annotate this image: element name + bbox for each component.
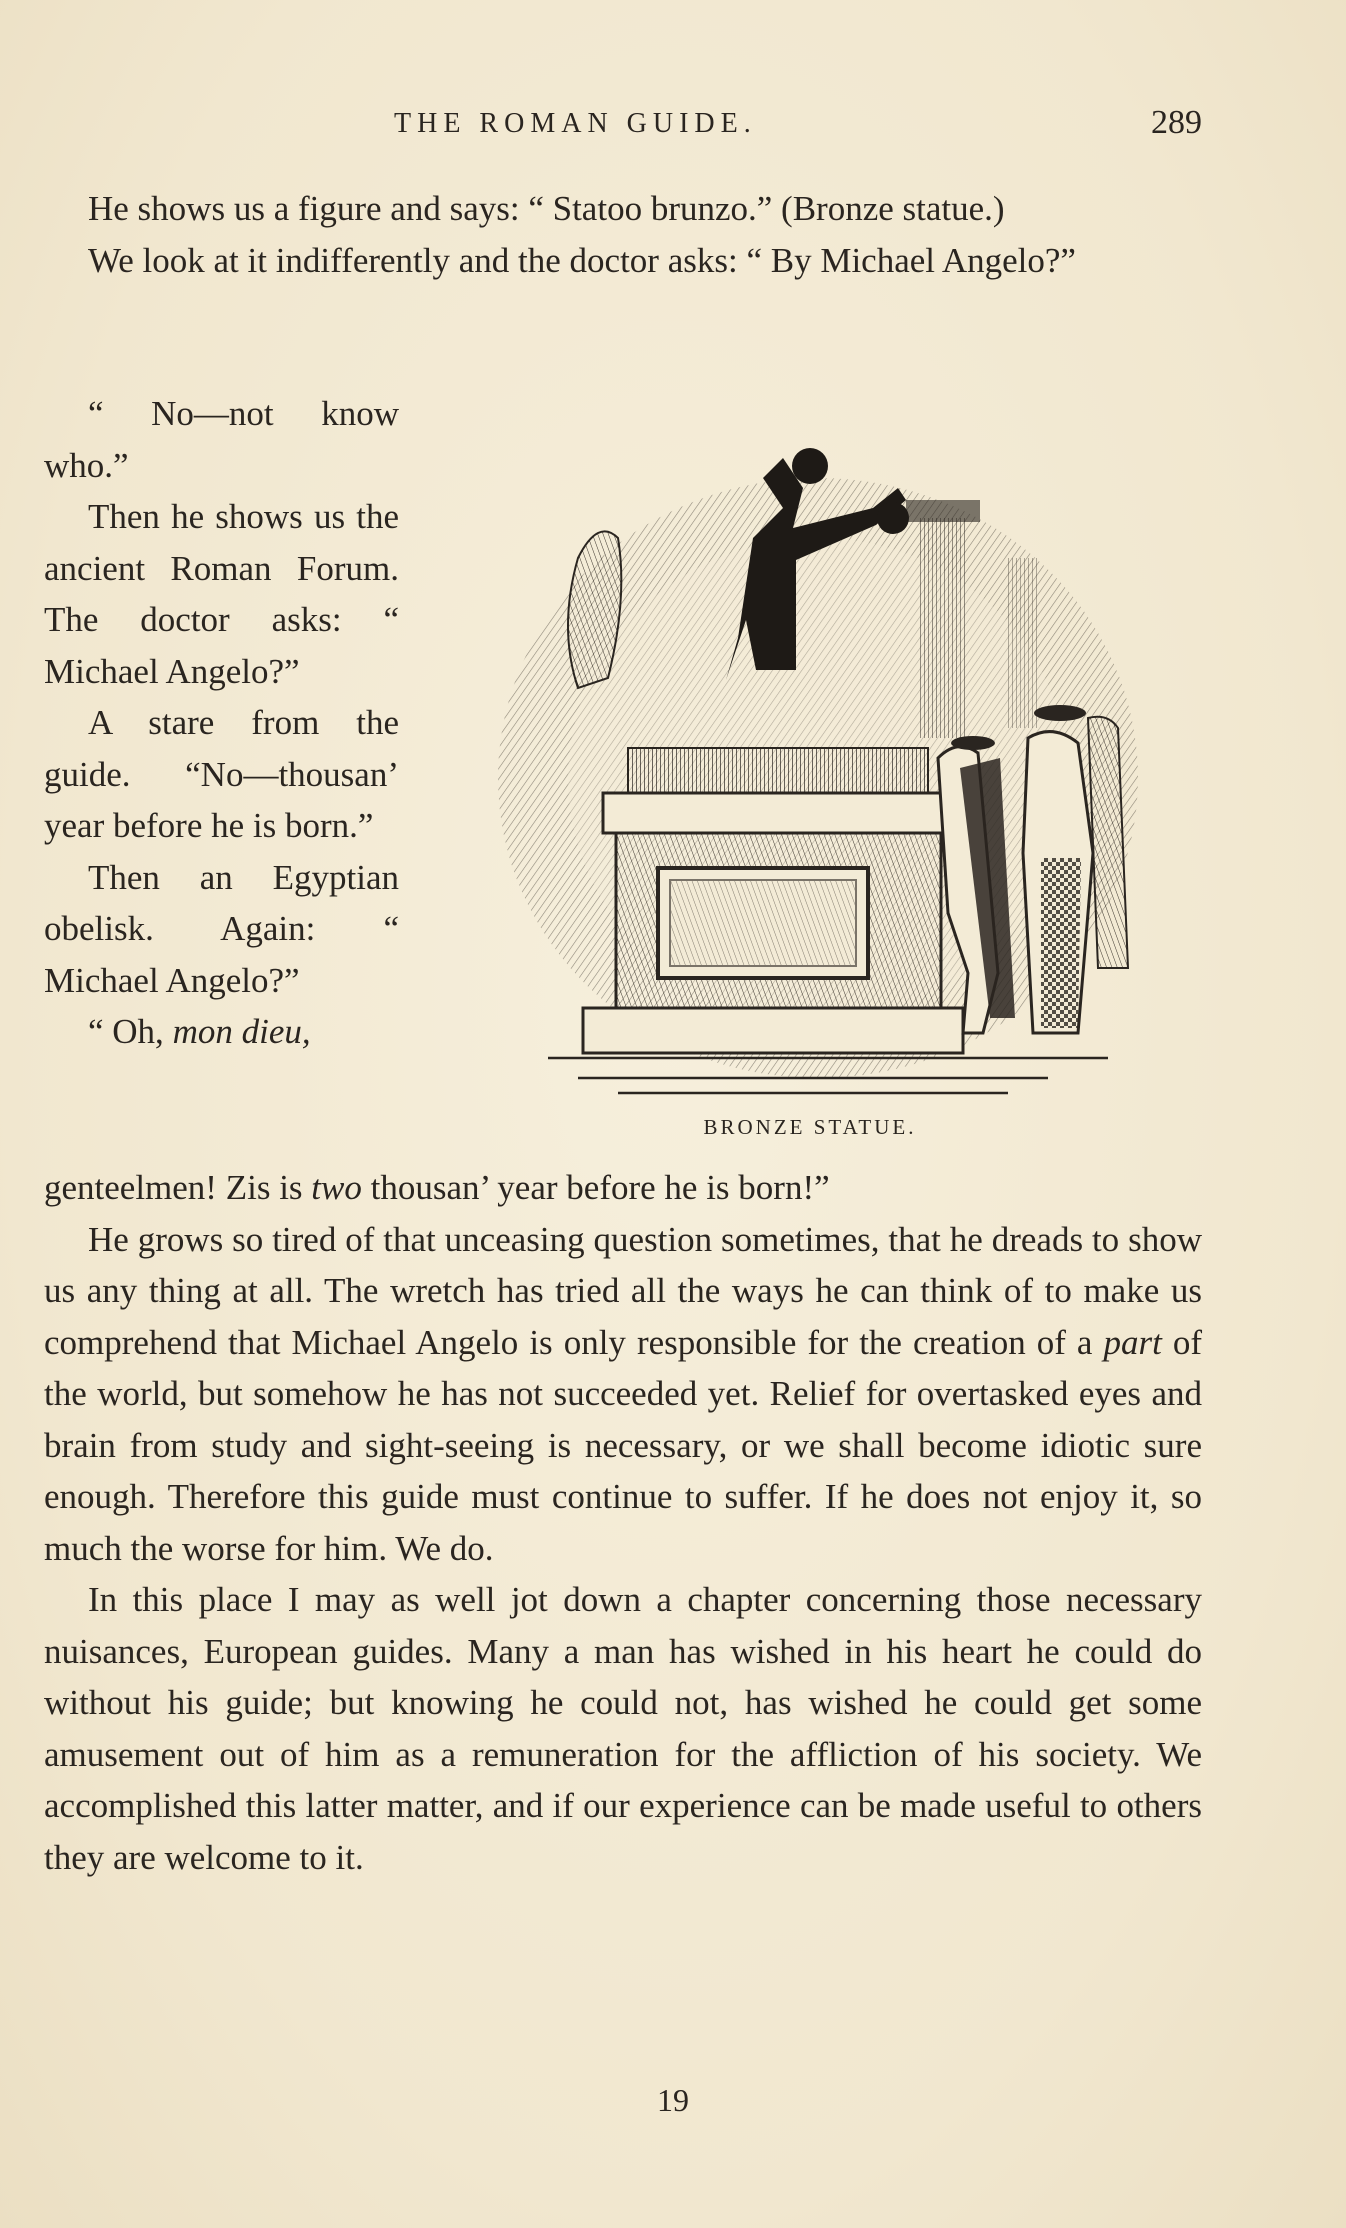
- paragraph-european-guides: In this place I may as well jot down a chapter concerning those necessary nuisances, European guides. Many a man has wished in his heart he could do without his guide; but knowing he could not, has wished he could get some amusement out of him as a remuneration for the affliction of his society. We accomplished this latter matter, and if our experience can be made useful to others they are welcome to it.: [44, 1580, 1202, 1877]
- page-header: [44, 104, 1202, 148]
- paragraph-doctor-asks: We look at it indifferently and the doctor asks: “ By Michael Angelo?”: [88, 240, 1076, 280]
- page-number: 289: [1151, 104, 1202, 141]
- bottom-text-block: [44, 1162, 1202, 1883]
- paragraph-tired-guide: He grows so tired of that unceasing question sometimes, that he dreads to show us any thing at all. The wretch has tried all the ways he can think of to make us comprehend that Michael Angelo is only responsible for the creation of a part of the world, but somehow he has not succeeded yet. Relief for overtasked eyes and brain from study and sight-seeing is necessary, or we shall become idiotic sure enough. Therefore this guide must continue to suffer. If he does not enjoy it, so much the worse for him. We do.: [44, 1219, 1202, 1568]
- signature-mark: 19: [657, 2082, 689, 2118]
- paragraph-egyptian-obelisk: Then an Egyptian obelisk. Again: “ Michael Angelo?”: [44, 857, 399, 1000]
- paragraph-statue: He shows us a figure and says: “ Statoo brunzo.” (Bronze statue.): [88, 189, 1005, 228]
- wrapped-text-column: [44, 388, 399, 1058]
- illustration-caption: BRONZE STATUE.: [703, 1115, 917, 1139]
- running-title: THE ROMAN GUIDE.: [394, 108, 757, 139]
- paragraph-genteelmen: genteelmen! Zis is two thousan’ year before he is born!”: [44, 1168, 830, 1207]
- paragraph-roman-forum: Then he shows us the ancient Roman Forum. The doctor asks: “ Michael Angelo?”: [44, 497, 399, 691]
- bronze-statue-illustration: [488, 438, 1168, 1098]
- paragraph-no-not-know: “ No—not know who.”: [44, 394, 399, 485]
- paragraph-oh-mon-dieu: “ Oh, mon dieu,: [88, 1012, 311, 1051]
- paragraph-guide-stare: A stare from the guide. “No—thousan’ year before he is born.”: [44, 703, 399, 845]
- top-text-block: [44, 183, 1202, 286]
